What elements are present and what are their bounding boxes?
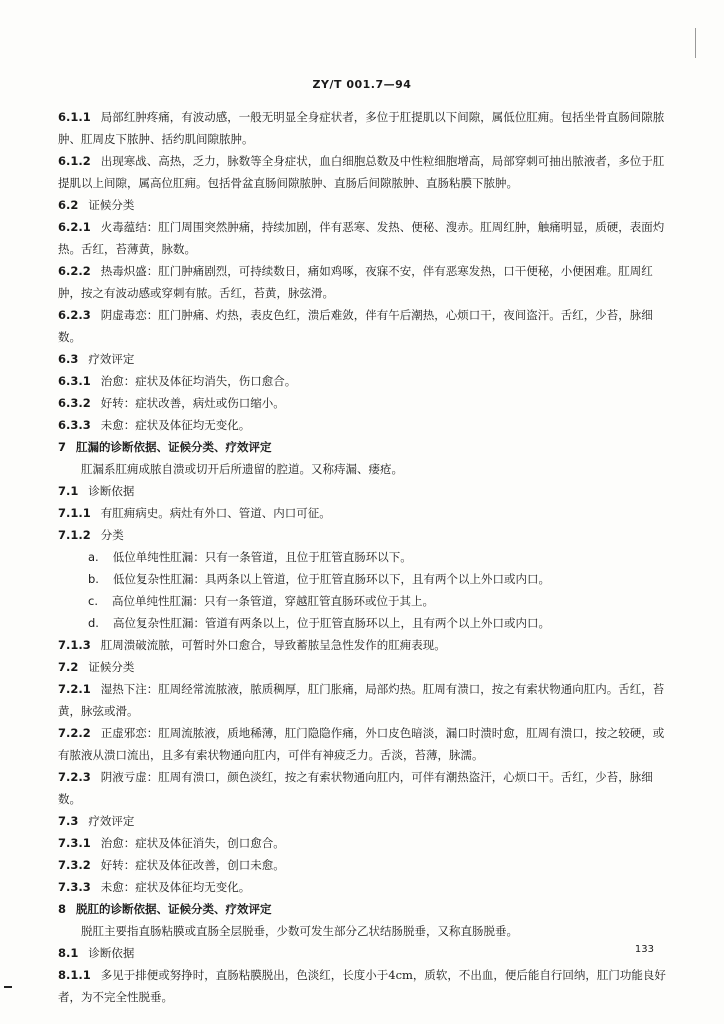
paragraph	[58, 480, 670, 502]
paragraph	[58, 524, 670, 546]
paragraph	[58, 260, 670, 304]
paragraph	[58, 656, 670, 678]
clause-number: b.	[88, 572, 99, 586]
clause-text: 治愈：症状及体征消失，创口愈合。	[100, 836, 285, 850]
clause-number: 7.1.2	[58, 528, 91, 542]
clause-text: 肛漏系肛痈成脓自溃或切开后所遗留的腔道。又称痔漏、瘘疮。	[81, 462, 403, 476]
clause-text: 好转：症状及体征改善，创口未愈。	[100, 858, 285, 872]
clause-text: 火毒蕴结：肛门周围突然肿痛，持续加剧，伴有恶寒、发热、便秘、溲赤。肛周红肿，触痛明显，质硬，表面灼热。舌红，苔薄黄，脉数。	[58, 220, 665, 256]
clause-number: 7.2.3	[58, 770, 91, 784]
paragraph	[58, 106, 670, 150]
page-number: 133	[634, 944, 654, 955]
clause-text: 诊断依据	[88, 946, 135, 960]
clause-number: 6.3.2	[58, 396, 91, 410]
paragraph	[58, 502, 670, 524]
clause-text: 阴液亏虚：肛周有溃口，颜色淡红，按之有索状物通向肛内，可伴有潮热盗汗，心烦口干。舌红，少苔，脉细数。	[58, 770, 653, 806]
clause-text: 局部红肿疼痛，有波动感，一般无明显全身症状者，多位于肛提肌以下间隙，属低位肛痈。包括坐骨直肠间隙脓肿、肛周皮下脓肿、括约肌间隙脓肿。	[58, 110, 665, 146]
clause-text: 疗效评定	[88, 814, 135, 828]
clause-number: 7.2.1	[58, 682, 91, 696]
clause-number: 7.3	[58, 814, 79, 828]
clause-text: 证候分类	[88, 660, 135, 674]
scan-mark	[4, 986, 12, 988]
paragraph	[58, 964, 670, 1008]
clause-text: 高位复杂性肛漏：管道有两条以上，位于肛管直肠环以上，且有两个以上外口或内口。	[112, 616, 550, 630]
paragraph	[58, 546, 670, 568]
paragraph	[58, 370, 670, 392]
clause-number: 6.2.3	[58, 308, 91, 322]
paragraph	[58, 634, 670, 656]
clause-text: 肛周溃破流脓，可暂时外口愈合，导致蓄脓呈急性发作的肛痈表现。	[100, 638, 446, 652]
clause-text: 未愈：症状及体征均无变化。	[100, 880, 251, 894]
clause-number: 7.1.1	[58, 506, 91, 520]
clause-number: 7.3.1	[58, 836, 91, 850]
clause-number: 6.3	[58, 352, 79, 366]
clause-number: 6.2.1	[58, 220, 91, 234]
clause-text: 疗效评定	[88, 352, 135, 366]
clause-number: 7	[58, 440, 67, 454]
paragraph	[58, 304, 670, 348]
clause-text: 证候分类	[88, 198, 135, 212]
clause-number: c.	[88, 594, 98, 608]
clause-number: 6.2.2	[58, 264, 91, 278]
clause-number: 8	[58, 902, 67, 916]
paragraph	[58, 216, 670, 260]
clause-text: 湿热下注：肛周经常流脓液，脓质稠厚，肛门胀痛，局部灼热。肛周有溃口，按之有索状物通向肛内。舌红，苔黄，脉弦或滑。	[58, 682, 665, 718]
document-body	[58, 106, 670, 1008]
paragraph	[58, 150, 670, 194]
clause-number: 7.2	[58, 660, 79, 674]
paragraph	[58, 942, 670, 964]
clause-text: 热毒炽盛：肛门肿痛剧烈，可持续数日，痛如鸡啄，夜寐不安，伴有恶寒发热，口干便秘，小便困难。肛周红肿，按之有波动感或穿刺有脓。舌红，苔黄，脉弦滑。	[58, 264, 653, 300]
clause-number: 7.2.2	[58, 726, 91, 740]
clause-text: 脱肛的诊断依据、证候分类、疗效评定	[76, 902, 272, 916]
paragraph	[58, 612, 670, 634]
section-heading	[58, 436, 670, 458]
section-heading	[58, 898, 670, 920]
clause-text: 高位单纯性肛漏：只有一条管道，穿越肛管直肠环或位于其上。	[111, 594, 434, 608]
clause-number: 6.1.1	[58, 110, 91, 124]
clause-text: 出现寒战、高热，乏力，脉数等全身症状，血白细胞总数及中性粒细胞增高，局部穿刺可抽出脓液者，多位于肛提肌以上间隙，属高位肛痈。包括骨盆直肠间隙脓肿、直肠后间隙脓肿、直肠粘膜下脓肿。	[58, 154, 665, 190]
clause-text: 诊断依据	[88, 484, 135, 498]
clause-number: 8.1.1	[58, 968, 91, 982]
clause-text: 正虚邪恋：肛周流脓液，质地稀薄，肛门隐隐作痛，外口皮色暗淡，漏口时溃时愈，肛周有溃口，按之较硬，或有脓液从溃口流出，且多有索状物通向肛内，可伴有神疲乏力。舌淡，苔薄，脉濡。	[58, 726, 665, 762]
clause-text: 低位复杂性肛漏：具两条以上管道，位于肛管直肠环以下，且有两个以上外口或内口。	[112, 572, 550, 586]
clause-number: 6.3.3	[58, 418, 91, 432]
clause-number: 7.3.3	[58, 880, 91, 894]
paragraph	[58, 920, 670, 942]
paragraph	[58, 832, 670, 854]
paragraph	[58, 194, 670, 216]
clause-text: 好转：症状改善，病灶或伤口缩小。	[100, 396, 285, 410]
paragraph	[58, 348, 670, 370]
clause-number: 7.3.2	[58, 858, 91, 872]
paragraph	[58, 810, 670, 832]
document-code-header: ZY/T 001.7—94	[312, 78, 412, 91]
clause-number: 7.1.3	[58, 638, 91, 652]
clause-text: 治愈：症状及体征均消失，伤口愈合。	[100, 374, 297, 388]
clause-text: 未愈：症状及体征均无变化。	[100, 418, 251, 432]
paragraph	[58, 590, 670, 612]
clause-text: 肛漏的诊断依据、证候分类、疗效评定	[76, 440, 272, 454]
paragraph	[58, 766, 670, 810]
scan-edge-mark	[695, 28, 696, 58]
paragraph	[58, 876, 670, 898]
clause-text: 阴虚毒恋：肛门肿痛、灼热，表皮色红，溃后难敛，伴有午后潮热，心烦口干，夜间盗汗。舌红，少苔，脉细数。	[58, 308, 653, 344]
clause-number: 6.2	[58, 198, 79, 212]
paragraph	[58, 678, 670, 722]
clause-text: 多见于排便或努挣时，直肠粘膜脱出，色淡红，长度小于4cm，质软，不出血，便后能自行回纳，肛门功能良好者，为不完全性脱垂。	[58, 968, 666, 1004]
clause-text: 脱肛主要指直肠粘膜或直肠全层脱垂，少数可发生部分乙状结肠脱垂，又称直肠脱垂。	[81, 924, 518, 938]
clause-number: 7.1	[58, 484, 79, 498]
paragraph	[58, 414, 670, 436]
clause-text: 分类	[100, 528, 124, 542]
paragraph	[58, 568, 670, 590]
clause-text: 有肛痈病史。病灶有外口、管道、内口可征。	[100, 506, 331, 520]
paragraph	[58, 722, 670, 766]
paragraph	[58, 854, 670, 876]
paragraph	[58, 392, 670, 414]
clause-number: d.	[88, 616, 99, 630]
clause-number: 8.1	[58, 946, 79, 960]
clause-text: 低位单纯性肛漏：只有一条管道，且位于肛管直肠环以下。	[112, 550, 412, 564]
clause-number: a.	[88, 550, 99, 564]
paragraph	[58, 458, 670, 480]
clause-number: 6.3.1	[58, 374, 91, 388]
clause-number: 6.1.2	[58, 154, 91, 168]
